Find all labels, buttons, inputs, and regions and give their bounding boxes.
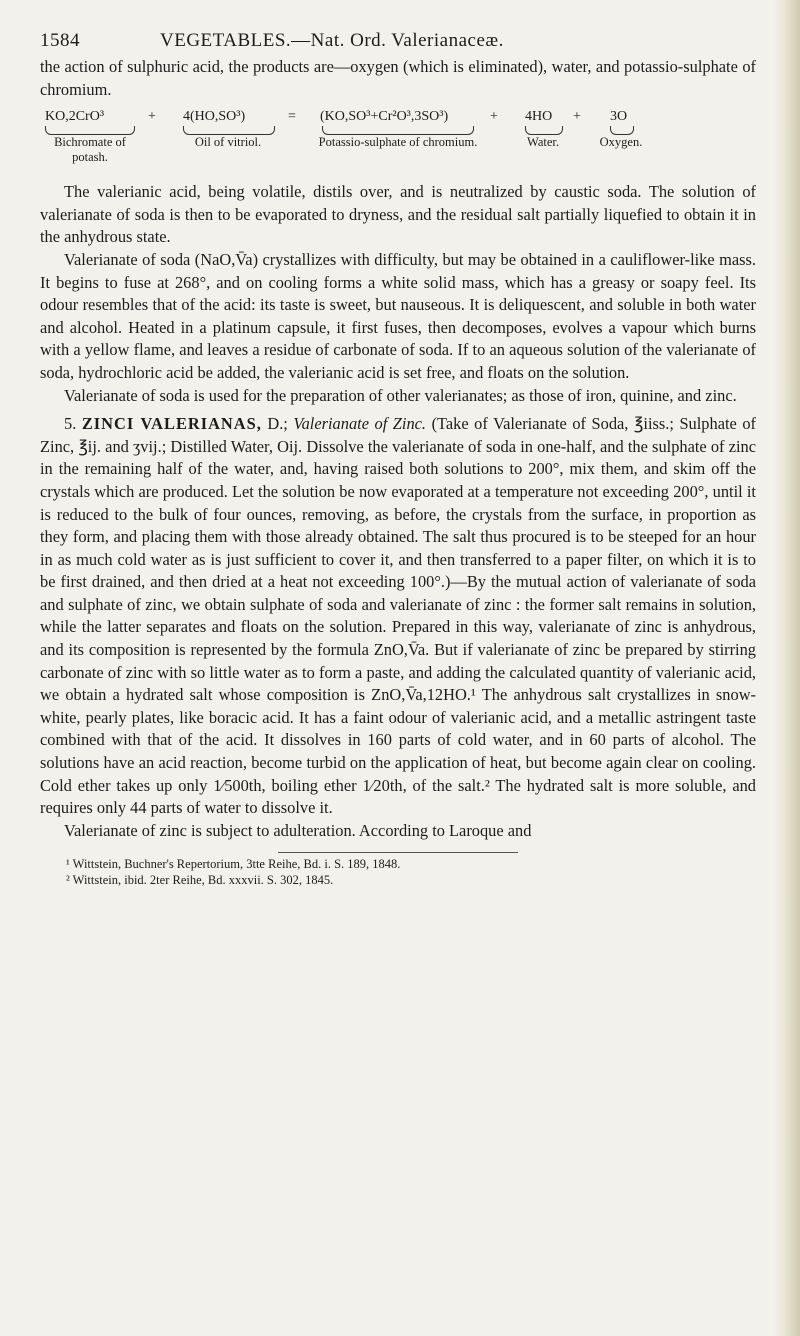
section-italic-title: Valerianate of Zinc. [293,414,427,434]
running-title: VEGETABLES.—Nat. Ord. Valerianaceæ. [160,30,504,51]
paragraph: Valerianate of soda (NaO,V̄a) crystallizes with difficulty, but may be obtained in a cauliflower-like mass. It begins to fuse at 268°, and on cooling forms a white solid mass, which has a greasy or soapy feel. Its odour resembles that of the acid: its taste is sweet, but nauseous. It is deliquescent, and soluble in both water and alcohol. Heated in a platinum capsule, it first fuses, then decomposes, evolves a vapour which burns with a yellow flame, and leaves a residue of carbonate of soda. If to an aqueous solution of the valerianate of soda, hydrochloric acid be added, the valerianic acid is set free, and floats on the solution. [40,249,756,382]
eq-brace [610,126,634,135]
body-text [40,56,756,101]
paragraph: Valerianate of soda is used for the preparation of other valerianates; as those of iron, quinine, and zinc. [64,385,737,405]
eq-plus-3: + [573,109,581,125]
page-number: 1584 [40,30,80,51]
eq-plus-1: + [148,109,156,125]
eq-equals: = [288,109,296,125]
eq-label-oxygen: Oxygen. [599,135,643,150]
eq-term-potassio-sulphate: (KO,SO³+Cr²O³,3SO³) [320,109,449,125]
eq-label-bichromate: Bichromate of potash. [54,135,126,165]
section-body: (Take of Valerianate of Soda, ℥iiss.; Sulphate of Zinc, ℥ij. and ʒvij.; Distilled Water, Oij. Dissolve the valerianate of soda in one-half, and the sulphate of zinc in the remaining half of the water, and, having raised both solutions to 200°, mix them, and skim off the crystals which are produced. Let the solution be now evaporated at a temperature not exceeding 200°, until it is reduced to the bulk of four ounces, removing, as before, the crystals from the surface, in proportion as they form, and placing them with those already obtained. The salt thus procured is to be steeped for an hour in as much cold water as is just sufficient to cover it, and then transferred to a paper filter, on which it is to be first drained, and then dried at a heat not exceeding 100°.)—By the mutual action of valerianate of soda and sulphate of zinc, we obtain sulphate of soda and valerianate of zinc : the former salt remains in solution, while the latter separates and floats on the solution. Prepared in this way, valerianate of zinc is anhydrous, and its composition is represented by the formula ZnO,V̄a. But if valerianate of zinc be prepared by stirring carbonate of zinc with so little water as to form a paste, and adding the calculated quantity of valerianic acid, we obtain a hydrated salt whose composition is ZnO,V̄a,12HO.¹ [40,414,756,705]
eq-brace [45,126,135,135]
eq-term-oxygen: 3O [610,109,628,125]
running-head [40,30,756,56]
section-number: 5. [64,414,77,434]
section-heading: ZINCI VALERIANAS, [81,414,262,434]
book-page [40,30,756,888]
footnotes [40,857,756,888]
eq-label-potassio-sulphate: Potassio-sulphate of chromium. [318,135,478,150]
body-text [40,181,756,842]
chemical-equation [40,109,756,175]
footnote-1: ¹ Wittstein, Buchner's Repertorium, 3tte Reihe, Bd. i. S. 189, 1848. [66,857,401,872]
intro-paragraph: the action of sulphuric acid, the products are—oxygen (which is eliminated), water, and potassio-sulphate of chromium. [40,57,756,99]
paragraph: The valerianic acid, being volatile, distils over, and is neutralized by caustic soda. The solution of valerianate of soda is then to be evaporated to dryness, and the residual salt partially liquefied to obtain it in the anhydrous state. [40,182,756,247]
eq-term-vitriol: 4(HO,SO³) [183,109,246,125]
section-zinci-valerianas [40,413,756,820]
footnote-2: ² Wittstein, ibid. 2ter Reihe, Bd. xxxvii. S. 302, 1845. [66,872,334,887]
eq-term-bichromate: KO,2CrO³ [45,109,105,125]
section-authority: D.; [267,414,288,434]
footnote-rule [278,852,518,853]
page-edge [774,0,800,1336]
eq-label-water: Water. [527,135,559,150]
eq-brace [322,126,474,135]
eq-brace [183,126,275,135]
eq-brace [525,126,563,135]
section-paragraph-2: The anhydrous salt crystallizes in snow-white, pearly plates, like boracic acid. It has a faint odour of valerianic acid, and a metallic astringent taste combined with that of the acid. It dissolves in 160 parts of cold water, and in 60 parts of alcohol. The solutions have an acid reaction, become turbid on the application of heat, but become again clear on cooling. Cold ether takes up only 1⁄500th, boiling ether 1⁄20th, of the salt.² The hydrated salt is more soluble, and requires only 44 parts of water to dissolve it. [40,685,756,818]
eq-plus-2: + [490,109,498,125]
eq-term-water: 4HO [525,109,553,125]
eq-label-vitriol: Oil of vitriol. [194,135,262,150]
paragraph: Valerianate of zinc is subject to adulteration. According to Laroque and [64,820,532,840]
